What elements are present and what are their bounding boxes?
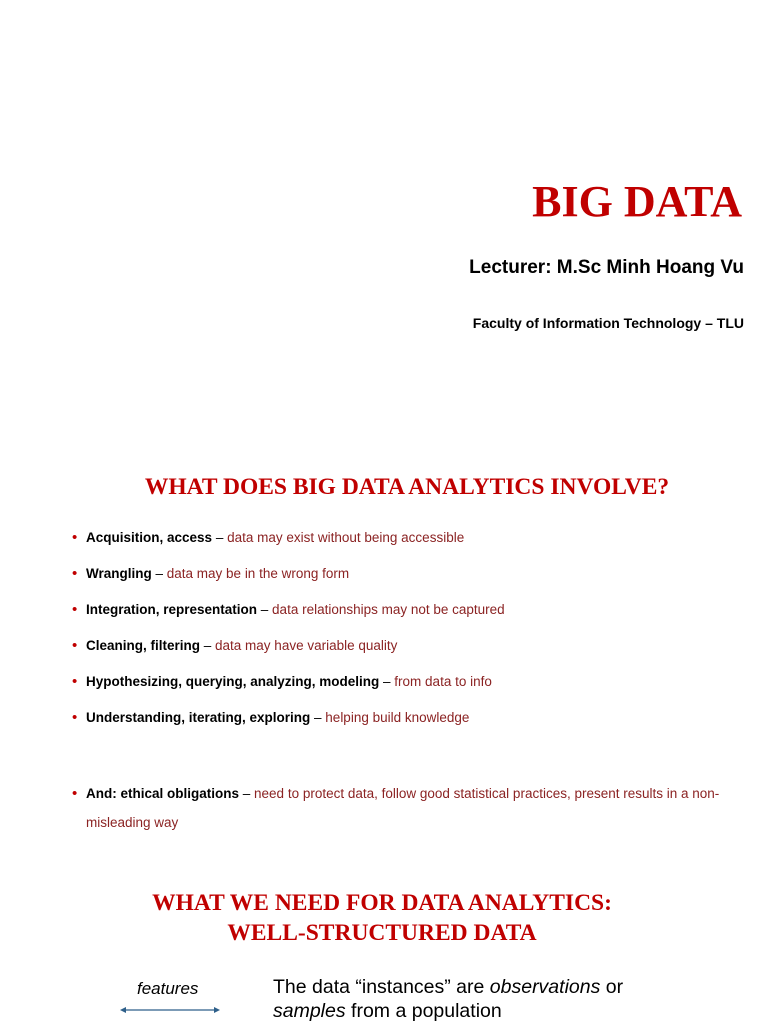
bullet-description: data may exist without being accessible	[227, 530, 465, 545]
list-item	[72, 562, 732, 598]
instances-description	[273, 975, 743, 1023]
bullet-description: need to protect data, follow good statistical practices, present results in a non-misleading way	[86, 786, 720, 830]
bullet-dash: –	[239, 786, 255, 801]
analytics-heading: WHAT DOES BIG DATA ANALYTICS INVOLVE?	[144, 474, 670, 500]
bullet-icon: •	[72, 709, 78, 726]
bullet-term: Acquisition, access	[86, 530, 213, 545]
bullet-description: data may have variable quality	[215, 638, 398, 653]
bullet-description: data may be in the wrong form	[166, 566, 350, 581]
bullet-dash: –	[310, 710, 326, 725]
bullet-icon: •	[72, 785, 78, 802]
bullet-icon: •	[72, 673, 78, 690]
features-label: features	[137, 979, 199, 998]
instances-emphasis: samples	[273, 1000, 346, 1022]
lecturer-name: Lecturer: M.Sc Minh Hoang Vu	[469, 257, 744, 278]
heading-line-2: WELL-STRUCTURED DATA	[227, 920, 537, 946]
bullet-dash: –	[379, 674, 395, 689]
instances-emphasis: observations	[489, 976, 601, 998]
bullet-description: from data to info	[394, 674, 492, 689]
list-item	[72, 634, 732, 670]
bullet-icon: •	[72, 529, 78, 546]
instances-text-part: from a population	[345, 1000, 502, 1022]
ethics-bullet	[72, 779, 746, 837]
bullet-description: data relationships may not be captured	[272, 602, 505, 617]
faculty-name: Faculty of Information Technology – TLU	[472, 315, 744, 331]
list-item	[72, 526, 732, 562]
bullet-dash: –	[151, 566, 167, 581]
list-item	[72, 706, 732, 742]
double-arrow-icon	[120, 1004, 220, 1016]
bullet-term: Cleaning, filtering	[86, 638, 201, 653]
bullet-icon: •	[72, 565, 78, 582]
instances-text-part: The data “instances” are	[273, 976, 490, 998]
bullet-icon: •	[72, 637, 78, 654]
bullet-term: Integration, representation	[86, 602, 258, 617]
bullet-dash: –	[212, 530, 228, 545]
slide-title: BIG DATA	[532, 177, 742, 226]
bullet-term: And: ethical obligations	[86, 786, 240, 801]
heading-line-1: WHAT WE NEED FOR DATA ANALYTICS:	[152, 890, 612, 916]
instances-text-part: or	[600, 976, 624, 998]
bullet-term: Understanding, iterating, exploring	[86, 710, 311, 725]
analytics-bullet-list	[72, 526, 732, 742]
bullet-term: Wrangling	[86, 566, 152, 581]
bullet-term: Hypothesizing, querying, analyzing, modeling	[86, 674, 380, 689]
bullet-description: helping build knowledge	[325, 710, 470, 725]
bullet-dash: –	[257, 602, 273, 617]
list-item	[72, 670, 732, 706]
data-analytics-heading	[0, 888, 764, 948]
bullet-icon: •	[72, 601, 78, 618]
list-item	[72, 598, 732, 634]
bullet-dash: –	[200, 638, 216, 653]
